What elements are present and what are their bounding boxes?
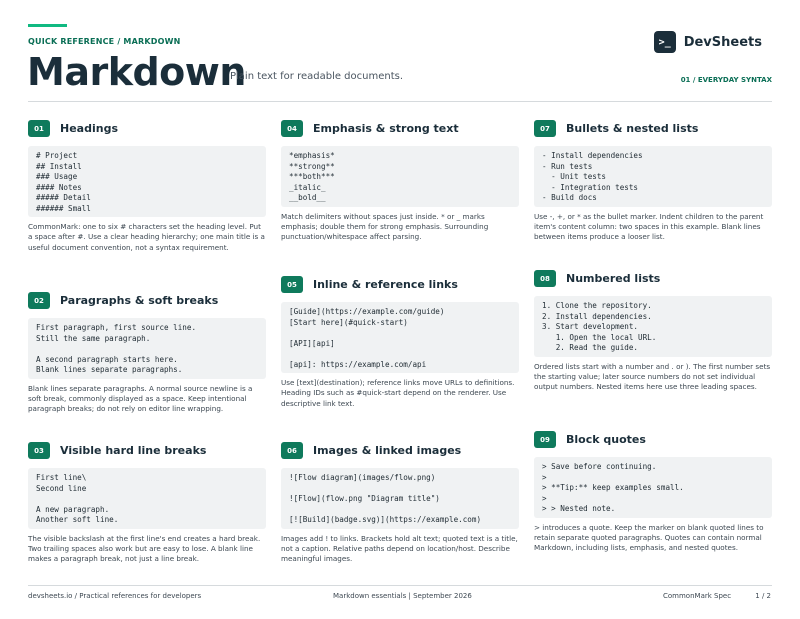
card-links — [281, 275, 519, 409]
card-description: Blank lines separate paragraphs. A normal source newline is a soft break, commonly displayed as a space. Keep intentional paragraph breaks; do not rely on editor line wrapping. — [28, 383, 253, 414]
card-images — [281, 441, 519, 565]
code-sample: > Save before continuing. > > **Tip:** keep examples small. > > > Nested note. — [534, 457, 772, 518]
brand — [654, 31, 762, 53]
card-emphasis — [281, 119, 519, 243]
card-title: Emphasis & strong text — [313, 122, 459, 135]
card-title: Visible hard line breaks — [60, 444, 207, 457]
card-number: 04 — [281, 120, 303, 137]
terminal-icon: >_ — [654, 31, 676, 53]
card-description: Ordered lists start with a number and . or ). The first number sets the starting value; later source numbers do not set individual output numbers. Nested items here use three leading spaces. — [534, 361, 771, 392]
page-title: Markdown — [27, 50, 246, 94]
card-title: Block quotes — [566, 433, 646, 446]
code-sample: # Project ## Install ### Usage #### Notes ##### Detail ###### Small — [28, 146, 266, 217]
card-number: 06 — [281, 442, 303, 459]
card-description: Use [text](destination); reference links move URLs to definitions. Heading IDs such as #quick-start depend on the renderer. Use descriptive link text. — [281, 378, 515, 408]
accent-bar — [28, 24, 67, 27]
card-headings — [28, 119, 266, 253]
card-title: Numbered lists — [566, 272, 661, 285]
card-block-quotes — [534, 430, 772, 554]
page-number: 1 / 2 — [755, 592, 771, 600]
header-divider — [28, 101, 772, 102]
kicker: QUICK REFERENCE / MARKDOWN — [28, 37, 181, 46]
code-sample: [Guide](https://example.com/guide) [Start here](#quick-start) [API][api] [api]: https://example.com/api — [281, 302, 519, 373]
footer-divider — [28, 585, 772, 586]
card-bullets — [534, 119, 772, 243]
card-title: Headings — [60, 122, 118, 135]
code-sample: ![Flow diagram](images/flow.png) ![Flow](flow.png "Diagram title") [![Build](badge.svg)](https://example.com) — [281, 468, 519, 529]
card-number: 08 — [534, 270, 556, 287]
card-description: The visible backslash at the first line's end creates a hard break. Two trailing spaces also work but are easy to lose. A blank line makes a paragraph break, not just a line break. — [28, 533, 261, 564]
card-number: 02 — [28, 292, 50, 309]
card-numbered — [534, 269, 772, 393]
card-number: 05 — [281, 276, 303, 293]
card-description: Match delimiters without spaces just inside. * or _ marks emphasis; double them for strong emphasis. Surrounding punctuation/whitespace affect parsing. — [281, 211, 489, 242]
code-sample: First paragraph, first source line. Still the same paragraph. A second paragraph starts here. Blank lines separate paragraphs. — [28, 318, 266, 379]
card-hard-breaks — [28, 441, 266, 565]
card-description: > introduces a quote. Keep the marker on blank quoted lines to retain separate quoted paragraphs. Quotes can contain normal Markdown, including lists, emphasis, and nested quotes. — [534, 522, 764, 553]
card-number: 07 — [534, 120, 556, 137]
card-description: Images add ! to links. Brackets hold alt text; quoted text is a title, not a caption. Relative paths depend on location/host. Describe meaningful images. — [281, 533, 518, 564]
card-title: Bullets & nested lists — [566, 122, 699, 135]
code-sample: 1. Clone the repository. 2. Install dependencies. 3. Start development. 1. Open the local URL. 2. Read the guide. — [534, 296, 772, 357]
code-sample: - Install dependencies - Run tests - Unit tests - Integration tests - Build docs — [534, 146, 772, 207]
card-title: Images & linked images — [313, 444, 462, 457]
footer-site: devsheets.io / Practical references for developers — [28, 592, 202, 600]
card-number: 03 — [28, 442, 50, 459]
footer-edition: Markdown essentials | September 2026 — [333, 592, 472, 600]
card-number: 01 — [28, 120, 50, 137]
card-paragraphs — [28, 291, 266, 415]
code-sample: First line\ Second line A new paragraph. Another soft line. — [28, 468, 266, 529]
card-title: Paragraphs & soft breaks — [60, 294, 219, 307]
code-sample: *emphasis* **strong** ***both*** _italic_ __bold__ — [281, 146, 519, 207]
card-description: CommonMark: one to six # characters set the heading level. Put a space after #. Use a clear heading hierarchy; one main title is a useful document convention, not a syntax requirement. — [28, 222, 265, 252]
section-code: 01 / EVERYDAY SYNTAX — [680, 76, 772, 84]
card-title: Inline & reference links — [313, 278, 458, 291]
brand-name: DevSheets — [683, 34, 762, 50]
card-description: Use -, +, or * as the bullet marker. Indent children to the parent item's content column: two spaces in this example. Blank lines between items produce a looser list. — [534, 211, 764, 242]
card-number: 09 — [534, 431, 556, 448]
tagline: Plain text for readable documents. — [230, 71, 404, 82]
footer-spec: CommonMark Spec — [663, 592, 732, 600]
